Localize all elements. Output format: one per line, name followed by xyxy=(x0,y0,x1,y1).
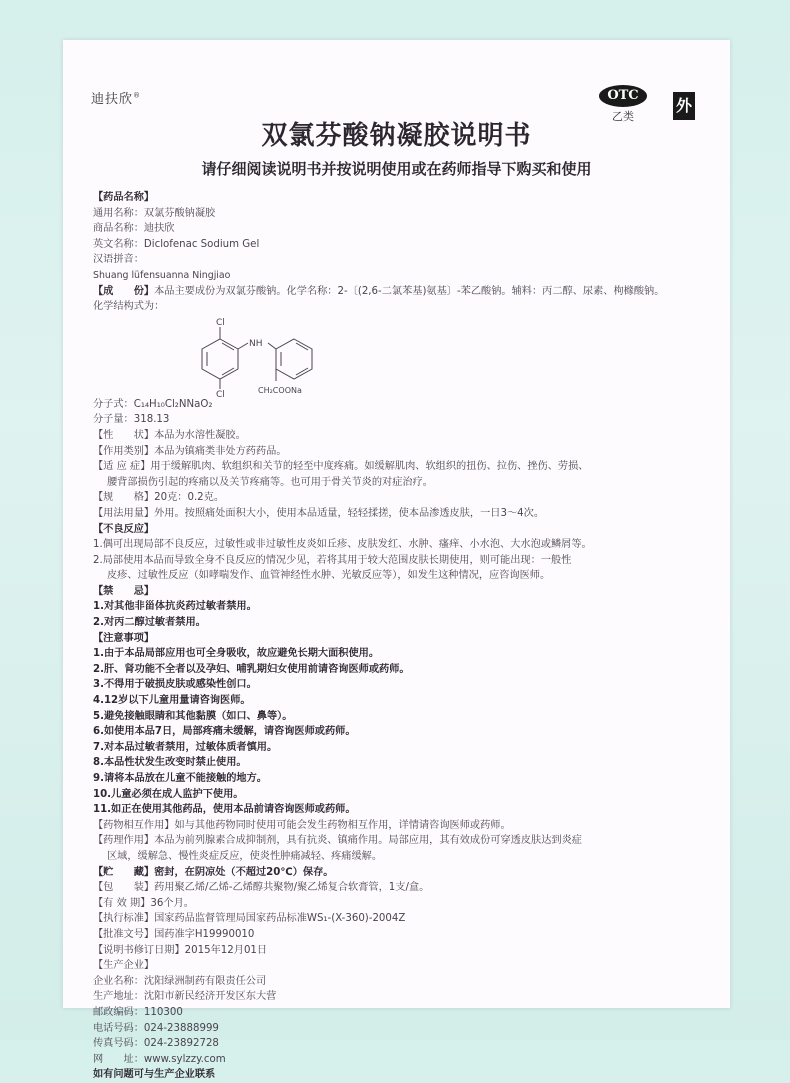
cautions-heading: 【注意事项】 xyxy=(93,632,155,644)
revision-date: 【说明书修订日期】2015年12月01日 xyxy=(93,944,268,956)
external-use-mark: 外 xyxy=(673,92,695,120)
drug-interactions: 【药物相互作用】如与其他药物同时使用可能会发生药物相互作用，详情请咨询医师或药师。 xyxy=(93,819,511,831)
caution-item: 3.不得用于破损皮肤或感染性创口。 xyxy=(93,679,257,691)
molecular-weight: 分子量：318.13 xyxy=(93,414,170,426)
chemical-structure-diagram xyxy=(188,315,428,397)
english-name: 英文名称：Diclofenac Sodium Gel xyxy=(93,238,260,250)
cautions-list xyxy=(93,646,703,818)
contraindication-2: 2.对丙二醇过敏者禁用。 xyxy=(93,617,206,629)
contraindication-1: 1.对其他非甾体抗炎药过敏者禁用。 xyxy=(93,601,257,613)
package: 【包 装】药用聚乙烯/乙烯-乙烯醇共聚物/聚乙烯复合软膏管，1支/盒。 xyxy=(93,882,430,894)
document-body xyxy=(93,190,703,1083)
trade-name: 商品名称：迪扶欣 xyxy=(93,223,175,235)
fax-number: 传真号码：024-23892728 xyxy=(93,1038,219,1050)
postal-code: 邮政编码：110300 xyxy=(93,1006,183,1018)
generic-name: 通用名称：双氯芬酸钠凝胶 xyxy=(93,207,216,219)
caution-item: 10.儿童必须在成人监护下使用。 xyxy=(93,788,244,800)
brand-name: 迪扶欣® xyxy=(91,91,142,107)
caution-item: 8.本品性状发生改变时禁止使用。 xyxy=(93,757,247,769)
standard: 【执行标准】国家药品监督管理局国家药品标准WS₁-(X-360)-2004Z xyxy=(93,913,406,925)
adverse-2a: 2.局部使用本品而导致全身不良反应的情况少见，若将其用于较大范围皮肤长期使用，则可能出现：一般性 xyxy=(93,554,572,566)
instruction-sheet xyxy=(63,40,730,1081)
phone-number: 电话号码：024-23888999 xyxy=(93,1022,219,1034)
caution-item: 11.如正在使用其他药品，使用本品前请咨询医师或药师。 xyxy=(93,804,356,816)
chemical-structure xyxy=(93,315,703,397)
document-subtitle: 请仔细阅读说明书并按说明使用或在药师指导下购买和使用 xyxy=(201,160,592,178)
validity: 【有 效 期】36个月。 xyxy=(93,897,194,909)
indications-line-2: 腰背部损伤引起的疼痛以及关节疼痛等。也可用于骨关节炎的对症治疗。 xyxy=(107,476,433,488)
category: 【作用类别】本品为镇痛类非处方药药品。 xyxy=(93,445,287,457)
approval-number: 【批准文号】国药准字H19990010 xyxy=(93,928,255,940)
pharmacology-line-1: 【药理作用】本品为前列腺素合成抑制剂，具有抗炎、镇痛作用。局部应用，其有效成份可穿透皮肤达到炎症 xyxy=(93,835,582,847)
company-address: 生产地址：沈阳市新民经济开发区东大营 xyxy=(93,991,277,1003)
storage: 【贮 藏】密封，在阴凉处（不超过20℃）保存。 xyxy=(93,866,334,878)
otc-class: 乙类 xyxy=(612,110,634,123)
website[interactable]: 网 址：www.sylzzy.com xyxy=(93,1053,226,1065)
caution-item: 9.请将本品放在儿童不能接触的地方。 xyxy=(93,773,267,784)
document-title: 双氯芬酸钠凝胶说明书 xyxy=(261,121,532,151)
structure-label: 化学结构式为： xyxy=(93,301,165,313)
caution-item: 4.12岁以下儿童用量请咨询医师。 xyxy=(93,695,251,707)
contraindications-heading: 【禁 忌】 xyxy=(93,585,155,597)
pharmacology-line-2: 区域，缓解急、慢性炎症反应，使炎性肿痛减轻、疼痛缓解。 xyxy=(107,850,383,862)
caution-item: 6.如使用本品7日，局部疼痛未缓解，请咨询医师或药师。 xyxy=(93,726,356,738)
composition-text: 【成 份】本品主要成份为双氯芬酸钠。化学名称：2-〔(2,6-二氯苯基)氨基〕-苯乙酸钠。辅料：丙二醇、尿素、枸橼酸钠。 xyxy=(93,285,665,297)
company-heading: 【生产企业】 xyxy=(93,960,155,972)
adverse-1: 1.偶可出现局部不良反应，过敏性或非过敏性皮炎如丘疹、皮肤发红、水肿、瘙痒、小水泡、大水泡或鳞屑等。 xyxy=(93,539,592,551)
caution-item: 5.避免接触眼睛和其他黏膜（如口、鼻等）。 xyxy=(93,710,293,722)
adverse-heading: 【不良反应】 xyxy=(93,523,155,535)
company-name: 企业名称：沈阳绿洲制药有限责任公司 xyxy=(93,975,267,987)
atom-nh: NH xyxy=(249,338,263,349)
otc-label: OTC xyxy=(599,85,647,107)
registered-mark: ® xyxy=(133,91,142,100)
specification: 【规 格】20克：0.2克。 xyxy=(93,492,225,504)
caution-item: 7.对本品过敏者禁用，过敏体质者慎用。 xyxy=(93,741,278,753)
usage: 【用法用量】外用。按照痛处面积大小，使用本品适量，轻轻揉搓，使本品渗透皮肤，一日3～4次。 xyxy=(93,507,545,519)
atom-cl-bottom: Cl xyxy=(216,389,225,397)
character: 【性 状】本品为水溶性凝胶。 xyxy=(93,429,246,441)
indications-line-1: 【适 应 症】用于缓解肌肉、软组织和关节的轻至中度疼痛。如缓解肌肉、软组织的扭伤、拉伤、挫伤、劳损、 xyxy=(93,461,589,473)
drug-name-heading: 【药品名称】 xyxy=(93,192,155,203)
pinyin-name: 汉语拼音： Shuang lüfensuanna Ningjiao xyxy=(93,254,231,281)
contact-footer: 如有问题可与生产企业联系 xyxy=(93,1069,216,1081)
adverse-2b: 皮疹、过敏性反应（如哮喘发作、血管神经性水肿、光敏反应等），如发生这种情况，应咨询医师。 xyxy=(107,570,551,582)
caution-item: 1.由于本品局部应用也可全身吸收，故应避免长期大面积使用。 xyxy=(93,648,380,660)
caution-item: 2.肝、肾功能不全者以及孕妇、哺乳期妇女使用前请咨询医师或药师。 xyxy=(93,663,410,675)
atom-cl-top: Cl xyxy=(216,317,225,328)
molecular-formula: 分子式：C₁₄H₁₀Cl₂NNaO₂ xyxy=(93,398,213,410)
side-chain: CH₂COONa xyxy=(258,385,302,395)
